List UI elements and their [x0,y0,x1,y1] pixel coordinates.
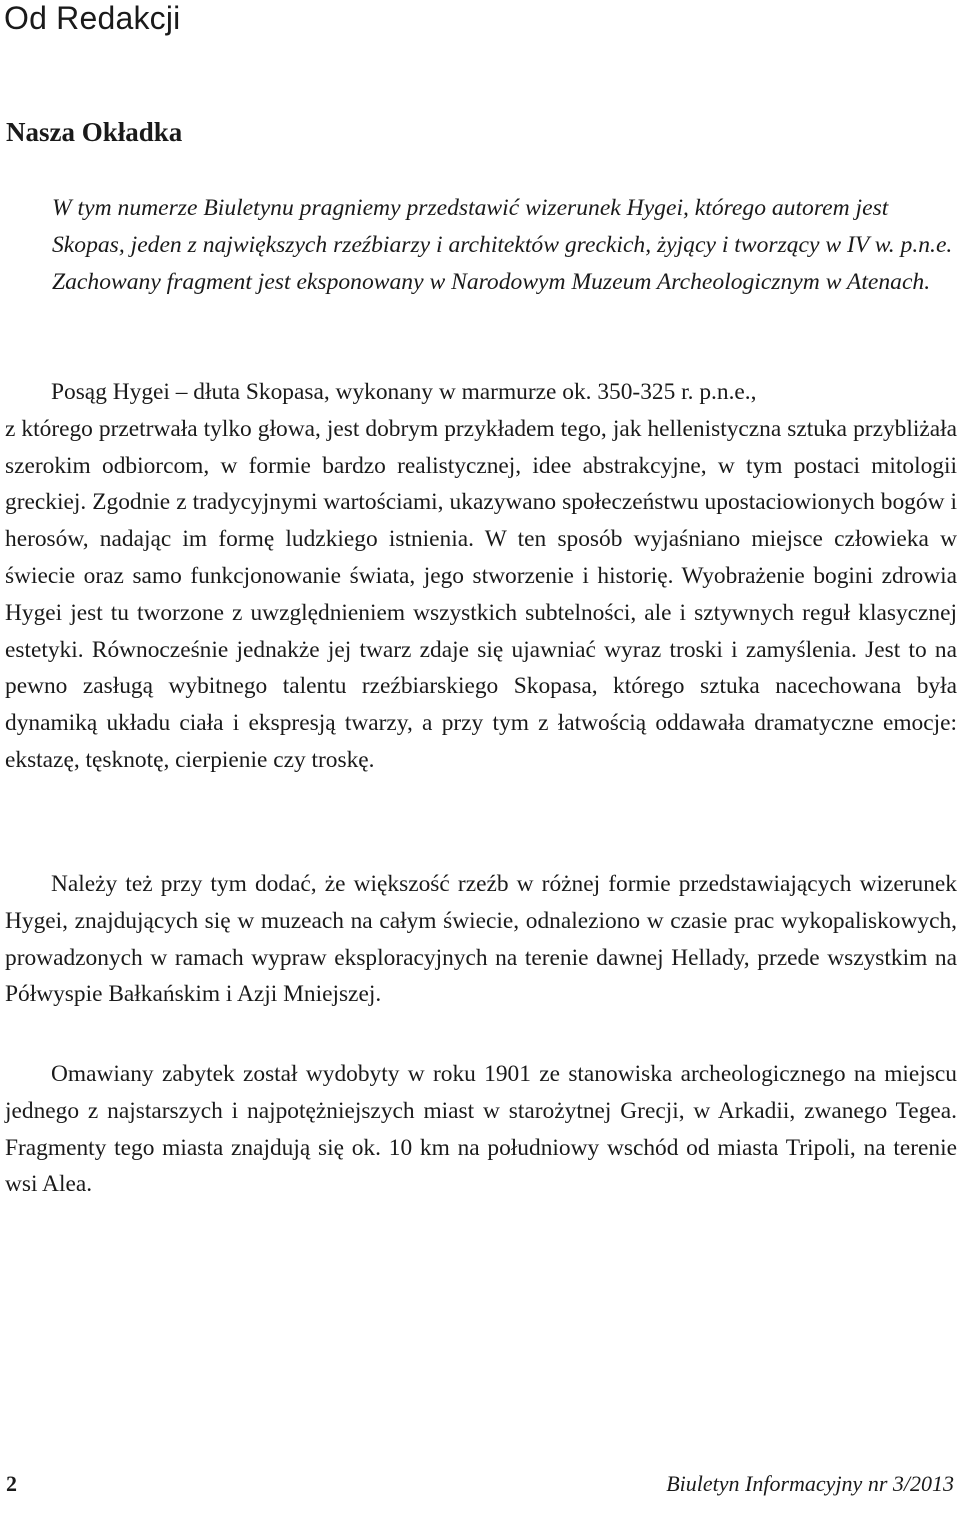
page-number: 2 [6,1471,17,1496]
publication-name: Biuletyn Informacyjny nr 3/2013 [666,1471,954,1496]
paragraph-excavations: Należy też przy tym dodać, że większość rzeźb w różnej formie przedstawiających wizerunek Hygei, znajdujących się w muzeach na całym świecie, odnaleziono w czasie prac wykopaliskowych, prowadzonych w ramach wypraw eksploracyjnych na terenie dawnej Hellady, przede wszystkim na Półwyspie Bałkańskim i Azji Mniejszej. [5,871,957,1008]
paragraph-continuation: z którego przetrwała tylko głowa, jest dobrym przykładem tego, jak hellenistyczna sztuka przybliżała szerokim odbiorcom, w formie bardzo realistycznej, idee abstrakcyjne, w tym postaci mitologii greckiej. Zgodnie z tradycyjnymi wartościami, ukazywano społeczeństwu upostaciowionych bogów i herosów, nadając im formę ludzkiego istnienia. W ten sposób wyjaśniano miejsce człowieka w świecie oraz samo funkcjonowanie świata, jego stworzenie i historię. Wyobrażenie bogini zdrowia Hygei jest tu tworzone z uwzględnieniem wszystkich subtelności, ale i sztywnych reguł klasycznej estetyki. Równocześnie jednakże jej twarz zdaje się ujawniać wyraz troski i zamyślenia. Jest to na pewno zasługą wybitnego talentu rzeźbiarskiego Skopasa, którego sztuka nacechowana była dynamiką układu ciała i ekspresją twarzy, a przy tym z łatwością oddawała dramatyczne emocje: ekstazę, tęsknotę, cierpienie czy troskę. [5,415,957,773]
section-heading: Nasza Okładka [6,117,183,147]
paragraph-statue-description [5,374,957,779]
paragraph-tegea: Omawiany zabytek został wydobyty w roku 1901 ze stanowiska archeologicznego na miejscu jednego z najstarszych i najpotężniejszych miast w starożytnej Grecji, w Arkadii, zwanego Tegea. Fragmenty tego miasta znajdują się ok. 10 km na południowy wschód od miasta Tripoli, na terenie wsi Alea. [5,1061,957,1198]
page-title: Od Redakcji [4,0,181,36]
paragraph-first-line: Posąg Hygei – dłuta Skopasa, wykonany w marmurze ok. 350-325 r. p.n.e., [51,379,757,405]
intro-paragraph: W tym numerze Biuletynu pragniemy przedstawić wizerunek Hygei, którego autorem jest Skopas, jeden z największych rzeźbiarzy i architektów greckich, żyjący i tworzący w IV w. p.n.e. Zachowany fragment jest eksponowany w Narodowym Muzeum Archeologicznym w Atenach. [52,195,953,295]
